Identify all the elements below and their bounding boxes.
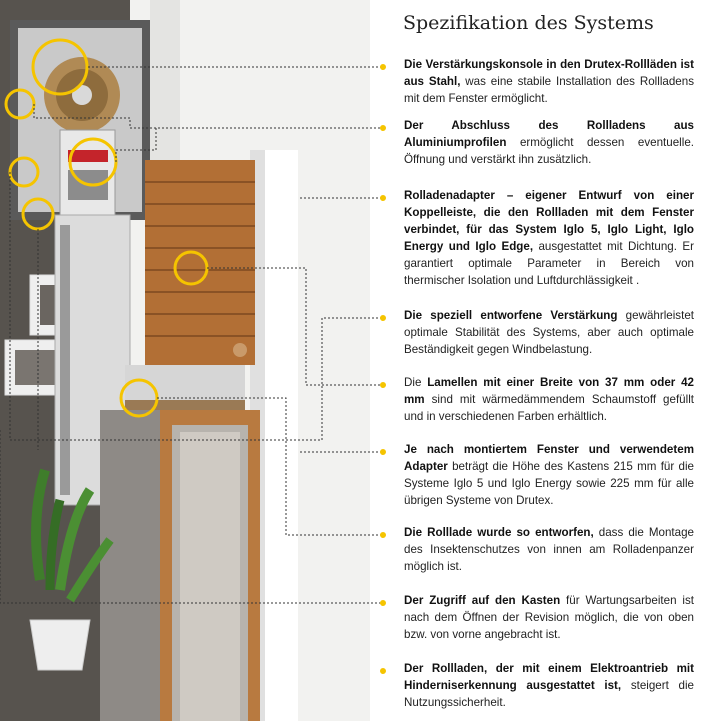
spec-item-8-bold: Der Zugriff auf den Kasten [404,594,561,607]
shutter-slats [145,160,255,365]
spec-item-7-bold: Die Rolllade wurde so entworfen, [404,526,594,539]
spec-item-4 [404,307,694,358]
spec-item-6-bold: Je nach montiertem Fenster und verwendetem Adapter [404,443,694,473]
spec-item-1-text: was eine stabile Installation des Rollladens mit dem Fenster ermöglicht. [404,75,694,105]
spec-item-5-bold: Lamellen mit einer Breite von 37 mm oder 42 mm [404,376,694,406]
spec-item-9-bold: Der Rollladen, der mit einem Elektroantrieb mit Hinderniserkennung ausgestattet ist, [404,662,694,692]
spec-item-4-text: gewährleistet optimale Stabilität des Systems, aber auch optimale Beständigkeit gegen Windbelastung. [404,309,694,356]
spec-item-2 [404,117,694,168]
bullet-1 [380,64,386,70]
window-frame [100,410,260,721]
bullet-7 [380,532,386,538]
spec-item-7 [404,524,694,575]
spec-item-8-text: für Wartungsarbeiten ist nach dem Öffnen der Revision möglich, die von oben bzw. von vorne angebracht ist. [404,594,694,641]
spec-item-4-bold: Die speziell entworfene Verstärkung [404,309,618,322]
spec-item-7-text: dass die Montage des Insektenschutzes von innen am Rolladenpanzer möglich ist. [404,526,694,573]
spec-item-5 [404,374,694,425]
bullet-8 [380,600,386,606]
bullet-5 [380,382,386,388]
bullet-2 [380,125,386,131]
spec-item-3-text: ausgestattet mit Dichtung. Er garantiert optimale Parameter in Bereich von thermischer Isolation und Luftdurchlässigkeit . [404,240,694,287]
spec-item-2-text: ermöglicht dessen eventuelle. Öffnung und verstärkt ihn zusätzlich. [404,136,694,166]
bullet-4 [380,315,386,321]
spec-item-6 [404,441,694,509]
spec-item-3 [404,187,694,289]
spec-item-2-bold: Der Abschluss des Rollladens aus Aluminiumprofilen [404,119,694,149]
bullet-6 [380,449,386,455]
spec-item-8 [404,592,694,643]
spec-item-9 [404,660,694,711]
spec-item-1 [404,56,694,107]
spec-item-5-pre: Die [404,376,428,389]
spec-item-3-bold: Rolladenadapter – eigener Entwurf von einer Koppelleiste, die den Rollladen mit dem Fenster verbindet, für das System Iglo 5, Iglo Light, Iglo Energy und Iglo Edge, [404,189,694,253]
spec-item-5-text: sind mit wärmedämmendem Schaumstoff gefüllt und in verschiedenen Farben erhältlich. [404,393,694,423]
bullet-9 [380,668,386,674]
spec-item-9-text: steigert die Nutzungssicherheit. [404,679,694,709]
spec-item-6-text: beträgt die Höhe des Kastens 215 mm für die Systeme Iglo 5 und Iglo Energy sowie 225 mm für alle übrigen Systeme von Drutex. [404,460,694,507]
page-title: Spezifikation des Systems [403,12,654,34]
bullet-3 [380,195,386,201]
spec-item-1-bold: Die Verstärkungskonsole in den Drutex-Rollläden ist aus Stahl, [404,58,694,88]
